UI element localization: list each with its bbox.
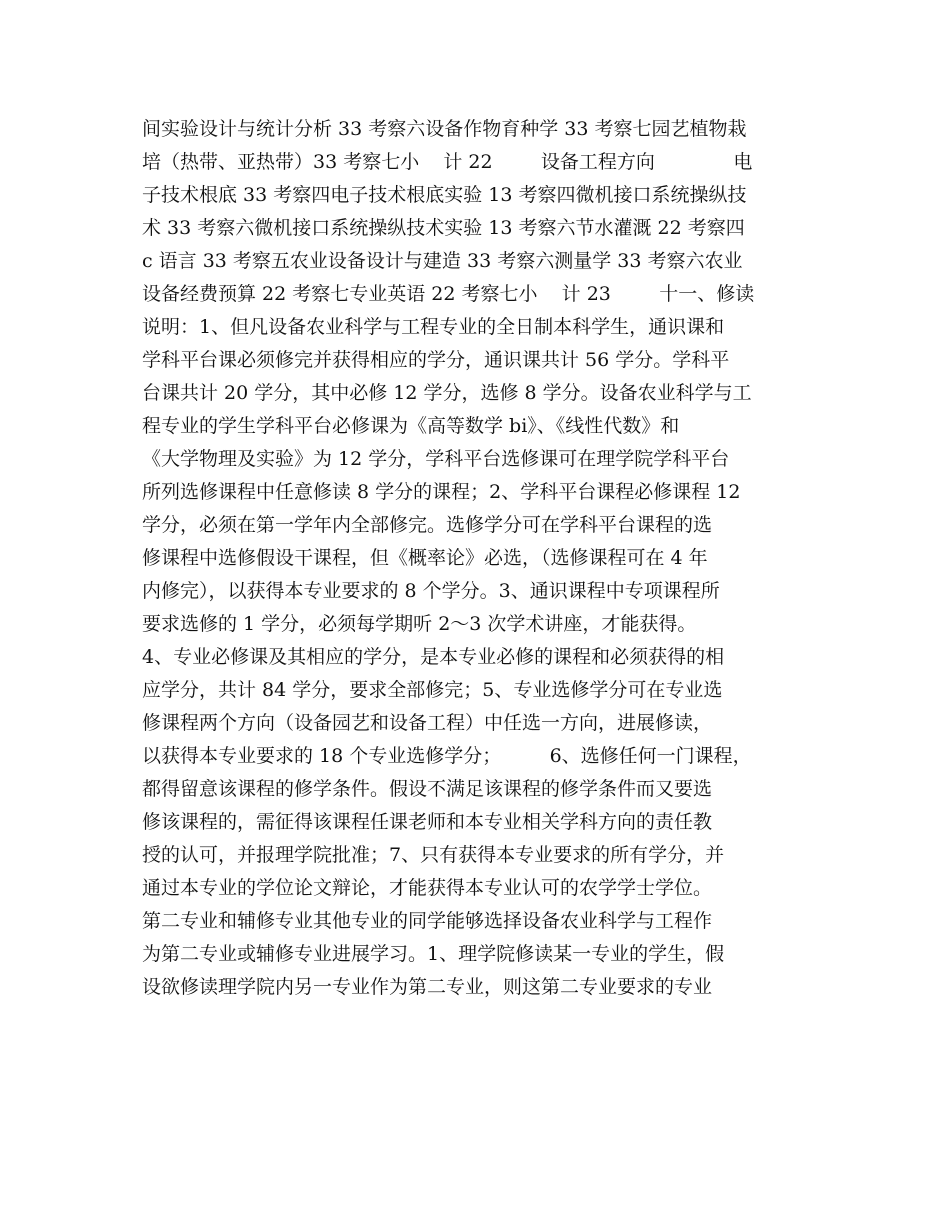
- text-line: 台课共计 20 学分，其中必修 12 学分，选修 8 学分。设备农业科学与工: [142, 382, 752, 404]
- text-line: 间实验设计与统计分析 33 考察六设备作物育种学 33 考察七园艺植物栽: [142, 118, 747, 140]
- text-line: 学分，必须在第一学年内全部修完。选修学分可在学科平台课程的选: [142, 514, 713, 536]
- text-line: 学科平台课必须修完并获得相应的学分，通识课共计 56 学分。学科平: [142, 349, 730, 371]
- text-line: 为第二专业或辅修专业进展学习。1、理学院修读某一专业的学生，假: [142, 943, 725, 965]
- text-line: 应学分，共计 84 学分，要求全部修完；5、专业选修学分可在专业选: [142, 679, 723, 701]
- text-line: 设欲修读理学院内另一专业作为第二专业，则这第二专业要求的专业: [142, 976, 713, 998]
- text-line: 内修完），以获得本专业要求的 8 个学分。3、通识课程中专项课程所: [142, 580, 720, 602]
- text-line: 术 33 考察六微机接口系统操纵技术实验 13 考察六节水灌溉 22 考察四: [142, 217, 745, 239]
- text-line: c 语言 33 考察五农业设备设计与建造 33 考察六测量学 33 考察六农业: [142, 250, 743, 272]
- text-line: 程专业的学生学科平台必修课为《高等数学 bi》、《线性代数》和: [142, 415, 680, 437]
- text-line: 所列选修课程中任意修读 8 学分的课程；2、学科平台课程必修课程 12: [142, 481, 741, 503]
- text-line: 子技术根底 33 考察四电子技术根底实验 13 考察四微机接口系统操纵技: [142, 184, 747, 206]
- text-line: 修课程两个方向（设备园艺和设备工程）中任选一方向，进展修读，: [142, 712, 713, 734]
- text-line: 以获得本专业要求的 18 个专业选修学分； 6、选修任何一门课程，: [142, 745, 752, 767]
- text-line: 设备经费预算 22 考察七专业英语 22 考察七小 计 23 十一、修读: [142, 283, 755, 305]
- text-line: 要求选修的 1 学分，必须每学期听 2～3 次学术讲座，才能获得。: [142, 613, 697, 635]
- text-line: 修课程中选修假设干课程，但《概率论》必选，（选修课程可在 4 年: [142, 547, 708, 569]
- text-line: 4、专业必修课及其相应的学分，是本专业必修的课程和必须获得的相: [142, 646, 725, 668]
- text-line: 培（热带、亚热带）33 考察七小 计 22 设备工程方向 电: [142, 151, 753, 173]
- text-line: 《大学物理及实验》为 12 学分，学科平台选修课可在理学院学科平台: [142, 448, 730, 470]
- text-line: 授的认可，并报理学院批准；7、只有获得本专业要求的所有学分，并: [142, 844, 725, 866]
- text-line: 都得留意该课程的修学条件。假设不满足该课程的修学条件而又要选: [142, 778, 713, 800]
- text-line: 说明：1、但凡设备农业科学与工程专业的全日制本科学生，通识课和: [142, 316, 725, 338]
- text-line: 通过本专业的学位论文辩论，才能获得本专业认可的农学学士学位。: [142, 877, 713, 899]
- text-line: 修该课程的，需征得该课程任课老师和本专业相关学科方向的责任教: [142, 811, 713, 833]
- body-text: [142, 113, 832, 1004]
- text-line: 第二专业和辅修专业其他专业的同学能够选择设备农业科学与工程作: [142, 910, 713, 932]
